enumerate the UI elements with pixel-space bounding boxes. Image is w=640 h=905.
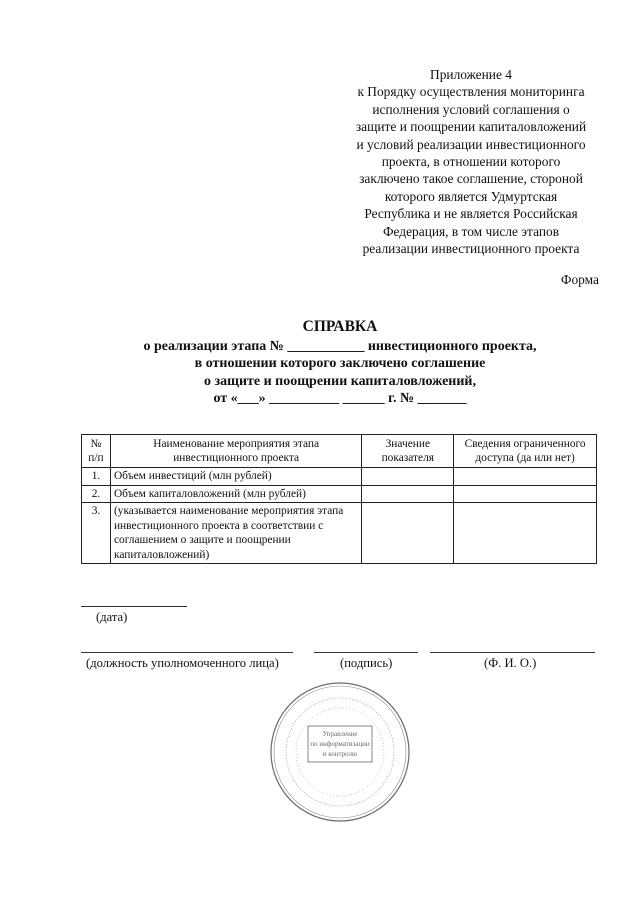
form-label: Форма (560, 272, 599, 287)
seal-line: Управление (322, 730, 358, 738)
appendix-line: заключено такое соглашение, стороной (359, 171, 583, 187)
position-caption: (должность уполномоченного лица) (86, 656, 279, 670)
row-name: Объем инвестиций (млн рублей) (110, 468, 361, 486)
title-line: от «___» __________ ______ г. № _______ (213, 391, 467, 406)
row-value (362, 503, 454, 564)
title-line: о защите и поощрении капиталовложений, (204, 373, 476, 389)
appendix-line: и условий реализации инвестиционного (356, 136, 586, 152)
position-line (81, 652, 293, 653)
row-restricted (454, 468, 597, 486)
date-line (81, 606, 187, 607)
row-value (362, 485, 454, 503)
appendix-line: Республика и не является Российская (364, 206, 578, 222)
row-num: 1. (82, 468, 111, 486)
header-num: № п/п (82, 435, 111, 468)
table-row (82, 485, 597, 503)
table-row (82, 503, 597, 564)
name-caption: (Ф. И. О.) (484, 656, 537, 670)
header-value: Значение показателя (362, 435, 454, 468)
appendix-line: которого является Удмуртская (384, 188, 558, 204)
appendix-line: исполнения условий соглашения о (372, 101, 570, 117)
name-line (430, 652, 595, 653)
appendix-line: проекта, в отношении которого (381, 154, 561, 170)
row-restricted (454, 485, 597, 503)
seal-line: и контролю (322, 750, 358, 758)
appendix-line: Федерация, в том числе этапов (382, 223, 560, 239)
appendix-block (340, 66, 602, 257)
table-header-row (82, 435, 597, 468)
title-line: в отношении которого заключено соглашение (194, 356, 486, 371)
row-num: 3. (82, 503, 111, 564)
document-title (60, 318, 620, 408)
signature-line (314, 652, 418, 653)
table-row (82, 468, 597, 486)
row-name: Объем капиталовложений (млн рублей) (110, 485, 361, 503)
seal-stamp (268, 680, 412, 824)
title-line: о реализации этапа № ___________ инвестиционного проекта, (143, 338, 537, 354)
row-name: (указывается наименование мероприятия этапа инвестиционного проекта в соответствии с соглашением о защите и поощрении капиталовложений) (110, 503, 361, 564)
report-table (81, 434, 597, 564)
seal-line: по информатизации (310, 740, 370, 748)
appendix-line: защите и поощрении капиталовложений (355, 119, 587, 135)
row-restricted (454, 503, 597, 564)
title-heading: СПРАВКА (302, 318, 378, 335)
row-value (362, 468, 454, 486)
appendix-line: к Порядку осуществления мониторинга (357, 84, 585, 100)
signature-caption: (подпись) (340, 656, 393, 670)
appendix-line: реализации инвестиционного проекта (362, 241, 580, 257)
row-num: 2. (82, 485, 111, 503)
header-restricted: Сведения ограниченного доступа (да или нет) (454, 435, 597, 468)
appendix-line: Приложение 4 (430, 67, 512, 82)
date-caption: (дата) (96, 610, 128, 624)
header-name: Наименование мероприятия этапа инвестиционного проекта (110, 435, 361, 468)
